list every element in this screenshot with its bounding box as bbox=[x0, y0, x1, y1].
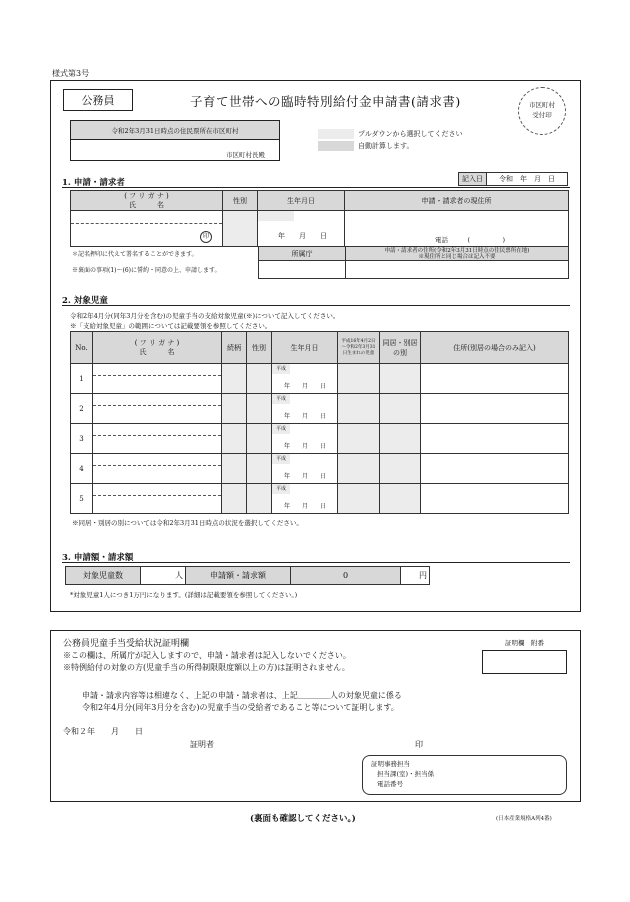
col-birth: 生年月日 bbox=[272, 332, 338, 364]
child-gender-select[interactable] bbox=[247, 484, 272, 514]
child-row bbox=[71, 394, 569, 424]
col-born-after: 平成16年4月2日～令和2年3月31日生まれの児童 bbox=[338, 332, 380, 364]
child-row bbox=[71, 454, 569, 484]
section2-intro2: ※「支給対象児童」の範囲については記載要領を参照してください。 bbox=[70, 322, 272, 330]
child-era-select[interactable]: 平成 bbox=[272, 364, 290, 374]
certifier-seal: 印 bbox=[415, 740, 423, 749]
child-row bbox=[71, 484, 569, 514]
child-birth-input[interactable] bbox=[272, 454, 338, 484]
child-birth-input[interactable] bbox=[272, 364, 338, 394]
child-address-input[interactable] bbox=[421, 394, 569, 424]
legend-auto-text: 自動計算します。 bbox=[358, 142, 414, 150]
birthdate-input[interactable] bbox=[258, 211, 345, 247]
form-number: 様式第3号 bbox=[52, 69, 90, 78]
cert-number-label: 証明欄 附番 bbox=[505, 639, 544, 647]
cert-body1: 申請・請求内容等は相違なく、上記の申請・請求者は、上記＿＿＿＿人の対象児童に係る bbox=[82, 691, 402, 700]
child-gender-select[interactable] bbox=[247, 394, 272, 424]
legend-dropdown-text: プルダウンから選択してください bbox=[358, 130, 463, 138]
child-no: 1 bbox=[71, 364, 93, 394]
contact-line-2: 担当課(室)・担当係 bbox=[377, 770, 435, 778]
child-no: 4 bbox=[71, 454, 93, 484]
note-oath: ※裏面の事項(1)～(6)に誓約・同意の上、申請します。 bbox=[72, 267, 221, 274]
child-name-input[interactable] bbox=[93, 394, 222, 424]
child-era-select[interactable]: 平成 bbox=[272, 424, 290, 434]
office-input[interactable] bbox=[259, 261, 346, 279]
office-table bbox=[258, 246, 569, 279]
address-note-2: ※現住所と同じ場合は記入不要 bbox=[418, 253, 496, 260]
children-table bbox=[70, 331, 569, 514]
amount-table bbox=[65, 566, 430, 585]
col-cohab: 同居・別居の別 bbox=[380, 332, 421, 364]
reception-stamp bbox=[518, 87, 566, 135]
child-address-input[interactable] bbox=[421, 424, 569, 454]
cert-title: 公務員児童手当受給状況証明欄 bbox=[63, 639, 190, 649]
municipality-label-text: 令和2年3月31日時点の住民票所在市区町村 bbox=[111, 126, 239, 135]
child-address-input[interactable] bbox=[421, 364, 569, 394]
section1-underline bbox=[62, 187, 570, 188]
office-label: 所属庁 bbox=[259, 247, 346, 261]
col-relation: 続柄 bbox=[222, 332, 247, 364]
cert-note2: ※特例給付の対象の方(児童手当の所得制限限度額以上の方)は証明されません。 bbox=[63, 663, 350, 672]
child-birth-ymd: 年 月 日 bbox=[284, 473, 327, 480]
child-birth-ymd: 年 月 日 bbox=[284, 443, 327, 450]
child-birth-ymd: 年 月 日 bbox=[284, 503, 327, 510]
birthdate-header: 生年月日 bbox=[258, 191, 345, 211]
child-row bbox=[71, 424, 569, 454]
child-eligible-cell bbox=[338, 364, 380, 394]
count-label: 対象児童数 bbox=[66, 567, 141, 585]
badge-text: 公務員 bbox=[81, 94, 115, 107]
address-input[interactable] bbox=[345, 211, 569, 247]
gender-select[interactable] bbox=[223, 211, 258, 247]
section2-intro1: 令和2年4月分(同年3月分を含む)の児童手当の支給対象児童(※)について記入してください。 bbox=[70, 312, 340, 320]
address-note-1: 申請・請求者の住所(令和2年3月31日時点の住民票所在地) bbox=[384, 247, 530, 254]
section2-footnote: ※同居・別居の別については令和2年3月31日時点の状況を選択してください。 bbox=[72, 519, 303, 527]
child-no: 3 bbox=[71, 424, 93, 454]
cert-number-input[interactable] bbox=[482, 650, 567, 674]
section3-underline bbox=[62, 562, 570, 563]
child-name-input[interactable] bbox=[93, 424, 222, 454]
count-unit: 人 bbox=[175, 571, 183, 580]
applicant-name-header bbox=[71, 191, 223, 211]
entry-date-table bbox=[458, 172, 568, 186]
col-no: No. bbox=[71, 332, 93, 364]
child-eligible-cell bbox=[338, 394, 380, 424]
child-birth-input[interactable] bbox=[272, 424, 338, 454]
phone-line: 電話 ( ) bbox=[435, 236, 506, 244]
legend-auto-swatch bbox=[318, 141, 354, 151]
page-title: 子育て世帯への臨時特別給付金申請書(請求書) bbox=[190, 94, 461, 109]
section2-underline bbox=[62, 305, 570, 306]
child-birth-ymd: 年 月 日 bbox=[284, 383, 327, 390]
child-relation-select[interactable] bbox=[222, 364, 247, 394]
col-address: 住所(別居の場合のみ記入) bbox=[421, 332, 569, 364]
stamp-line-1: 市区町村 bbox=[529, 101, 555, 109]
child-name-input[interactable] bbox=[93, 364, 222, 394]
child-eligible-cell bbox=[338, 454, 380, 484]
applicant-table bbox=[70, 190, 569, 247]
child-gender-select[interactable] bbox=[247, 424, 272, 454]
child-birth-ymd: 年 月 日 bbox=[284, 413, 327, 420]
paper-size: (日本産業規格A列4番) bbox=[496, 816, 552, 822]
child-gender-select[interactable] bbox=[247, 454, 272, 484]
child-cohab-select[interactable] bbox=[380, 364, 421, 394]
child-era-select[interactable]: 平成 bbox=[272, 454, 290, 464]
child-cohab-select[interactable] bbox=[380, 454, 421, 484]
amount-label: 申請額・請求額 bbox=[186, 567, 291, 585]
count-value[interactable] bbox=[141, 567, 186, 585]
child-birth-input[interactable] bbox=[272, 394, 338, 424]
section1-title: 1. 申請・請求者 bbox=[62, 178, 125, 188]
furigana-header: ( フ リ ガ ナ ) bbox=[124, 191, 169, 200]
child-birth-input[interactable] bbox=[272, 484, 338, 514]
child-no: 5 bbox=[71, 484, 93, 514]
name-header: 氏 名 bbox=[129, 200, 164, 209]
child-name-input[interactable] bbox=[93, 454, 222, 484]
child-relation-select[interactable] bbox=[222, 454, 247, 484]
child-address-input[interactable] bbox=[421, 454, 569, 484]
back-note: (裏面も確認してください。) bbox=[250, 814, 356, 824]
child-no: 2 bbox=[71, 394, 93, 424]
child-address-input[interactable] bbox=[421, 484, 569, 514]
stamp-line-2: 受付印 bbox=[532, 111, 552, 119]
registered-address-input[interactable] bbox=[346, 261, 569, 279]
contact-box bbox=[362, 755, 567, 795]
section2-title: 2. 対象児童 bbox=[62, 296, 108, 306]
legend-dropdown-swatch bbox=[318, 129, 354, 139]
cert-note1: ※この欄は、所属庁が記入しますので、申請・請求者は記入しないでください。 bbox=[63, 651, 351, 660]
child-era-select[interactable]: 平成 bbox=[272, 394, 290, 404]
child-gender-select[interactable] bbox=[247, 364, 272, 394]
child-relation-select[interactable] bbox=[222, 394, 247, 424]
col-furigana: ( フ リ ガ ナ ) bbox=[134, 338, 180, 347]
col-name bbox=[93, 332, 222, 364]
child-eligible-cell bbox=[338, 424, 380, 454]
child-row bbox=[71, 364, 569, 394]
entry-date-label: 記入日 bbox=[459, 173, 487, 186]
child-cohab-select[interactable] bbox=[380, 394, 421, 424]
child-relation-select[interactable] bbox=[222, 424, 247, 454]
address-header: 申請・請求者の現住所 bbox=[345, 191, 569, 211]
note-sign: ＊記名押印に代えて署名することができます。 bbox=[72, 251, 198, 258]
cert-date[interactable]: 令和２年 月 日 bbox=[63, 727, 143, 736]
col-name-text: 氏 名 bbox=[139, 347, 175, 356]
child-cohab-select[interactable] bbox=[380, 424, 421, 454]
applicant-name-input[interactable] bbox=[71, 211, 223, 247]
child-name-input[interactable] bbox=[93, 484, 222, 514]
section3-note: *対象児童1人につき1万円になります。(詳細は記載要領を参照してください。) bbox=[70, 591, 298, 599]
section3-title: 3. 申請額・請求額 bbox=[62, 553, 134, 563]
contact-line-3: 電話番号 bbox=[377, 780, 403, 788]
child-eligible-cell bbox=[338, 484, 380, 514]
seal-mark: 印 bbox=[200, 231, 212, 243]
amount-value: 0 bbox=[291, 567, 401, 585]
certifier-label: 証明者 bbox=[190, 740, 214, 749]
gender-header: 性別 bbox=[223, 191, 258, 211]
entry-date-value[interactable]: 令和 年 月 日 bbox=[487, 173, 568, 186]
birthdate-ymd: 年 月 日 bbox=[278, 232, 327, 240]
child-era-select[interactable]: 平成 bbox=[272, 484, 290, 494]
child-cohab-select[interactable] bbox=[380, 484, 421, 514]
contact-line-1: 証明事務担当 bbox=[371, 760, 410, 768]
amount-unit: 円 bbox=[401, 567, 430, 585]
child-relation-select[interactable] bbox=[222, 484, 247, 514]
badge-civil-servant bbox=[63, 89, 133, 111]
municipality-label bbox=[70, 120, 280, 140]
address-note bbox=[346, 247, 569, 261]
mayor-label: 市区町村長殿 bbox=[226, 151, 265, 159]
cert-body2: 令和2年4月分(同年3月分を含む)の児童手当の受給者であること等について証明します。 bbox=[82, 703, 399, 712]
col-gender: 性別 bbox=[247, 332, 272, 364]
